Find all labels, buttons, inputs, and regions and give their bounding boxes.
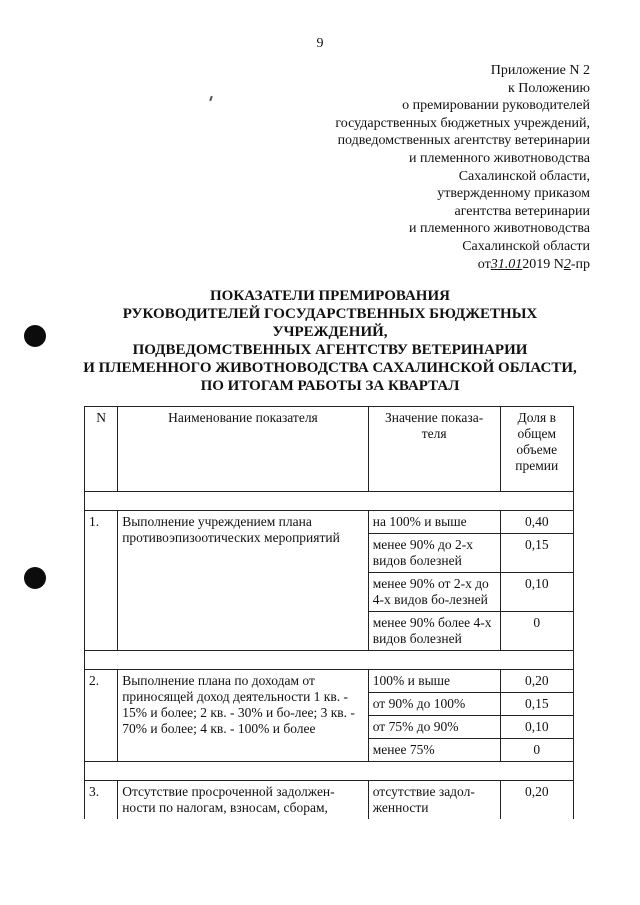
row-indicator: Выполнение плана по доходам от приносящей доход деятельности 1 кв. - 15% и более; 2 кв. - 30% и бо-лее; 3 кв. - 70% и более; 4 кв. - 100% и более	[118, 670, 369, 762]
title-line: ПОКАЗАТЕЛИ ПРЕМИРОВАНИЯ	[210, 288, 450, 304]
title-line: ПОДВЕДОМСТВЕННЫХ АГЕНТСТВУ ВЕТЕРИНАРИИ	[132, 342, 528, 358]
row-share: 0,15	[500, 534, 573, 573]
page-number: 9	[316, 36, 324, 51]
table-row	[85, 511, 574, 534]
appendix-line: утвержденному приказом	[437, 186, 590, 202]
table-gap	[85, 762, 574, 781]
appendix-line: подведомственных агентству ветеринарии	[337, 133, 590, 149]
table-row	[85, 781, 574, 820]
row-number: 1.	[85, 511, 118, 651]
appendix-line: к Положению	[507, 80, 590, 96]
appendix-date-line	[270, 256, 590, 274]
punch-hole-top	[24, 325, 46, 347]
title-line: И ПЛЕМЕННОГО ЖИВОТНОВОДСТВА САХАЛИНСКОЙ ОБЛАСТИ,	[83, 360, 577, 376]
document-title	[60, 287, 600, 395]
row-value: менее 90% от 2-х до 4-х видов бо-лезней	[368, 573, 500, 612]
handwritten-date: 31.01	[490, 256, 523, 272]
appendix-line: Сахалинской области	[462, 238, 590, 254]
punch-hole-bottom	[24, 567, 46, 589]
row-share: 0,20	[500, 670, 573, 693]
title-line: УЧРЕЖДЕНИЙ,	[272, 324, 388, 340]
row-value: от 90% до 100%	[368, 693, 500, 716]
row-share: 0,10	[500, 716, 573, 739]
header-value: Значение показа-теля	[368, 407, 500, 492]
table-gap	[85, 492, 574, 511]
row-indicator: Выполнение учреждением плана противоэпизоотических мероприятий	[118, 511, 369, 651]
appendix-line: государственных бюджетных учреждений,	[335, 115, 590, 131]
header-number: N	[85, 407, 118, 492]
row-share: 0,15	[500, 693, 573, 716]
appendix-line: агентства ветеринарии	[454, 203, 590, 219]
header-share: Доля в общем объеме премии	[500, 407, 573, 492]
row-value: менее 90% более 4-х видов болезней	[368, 612, 500, 651]
row-share: 0,40	[500, 511, 573, 534]
table-header-row	[85, 407, 574, 492]
row-number: 2.	[85, 670, 118, 762]
table-gap	[85, 651, 574, 670]
row-share: 0,10	[500, 573, 573, 612]
row-share: 0,20	[500, 781, 573, 820]
header-indicator: Наименование показателя	[118, 407, 369, 492]
title-line: ПО ИТОГАМ РАБОТЫ ЗА КВАРТАЛ	[200, 378, 460, 394]
appendix-line: Сахалинской области,	[458, 168, 590, 184]
appendix-block	[270, 62, 590, 273]
date-prefix: от	[477, 256, 491, 272]
title-line: РУКОВОДИТЕЛЕЙ ГОСУДАРСТВЕННЫХ БЮДЖЕТНЫХ	[122, 306, 538, 322]
row-number: 3.	[85, 781, 118, 820]
row-share: 0	[500, 612, 573, 651]
appendix-line: и племенного животноводства	[409, 221, 590, 237]
row-share: 0	[500, 739, 573, 762]
table-row	[85, 670, 574, 693]
row-indicator: Отсутствие просроченной задолжен-ности по налогам, взносам, сборам,	[118, 781, 369, 820]
appendix-line: и племенного животноводства	[409, 150, 590, 166]
row-value: 100% и выше	[368, 670, 500, 693]
appendix-line: Приложение N 2	[490, 63, 590, 78]
row-value: от 75% до 90%	[368, 716, 500, 739]
row-value: на 100% и выше	[368, 511, 500, 534]
scan-speck	[209, 96, 213, 101]
number-suffix: -пр	[570, 256, 590, 272]
row-value: менее 90% до 2-х видов болезней	[368, 534, 500, 573]
date-year: 2019 N	[522, 256, 564, 272]
row-value: менее 75%	[368, 739, 500, 762]
indicators-table	[84, 406, 574, 819]
appendix-line: о премировании руководителей	[402, 98, 590, 114]
handwritten-number: 2	[563, 256, 571, 272]
row-value: отсутствие задол-женности	[368, 781, 500, 820]
